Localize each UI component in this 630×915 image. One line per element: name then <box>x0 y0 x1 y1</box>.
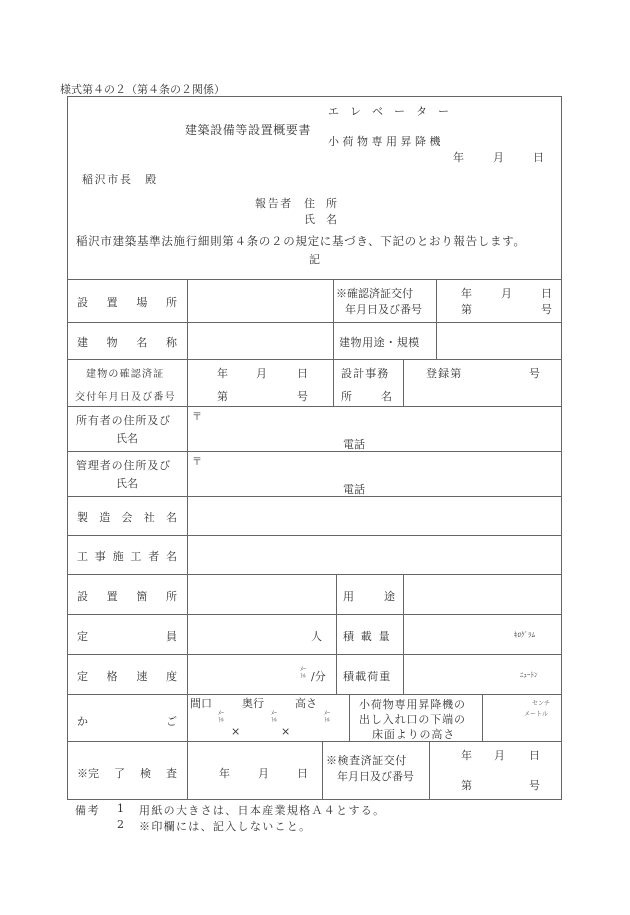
type-option-dumbwaiter[interactable]: 小 荷 物 専 用 昇 降 機 <box>328 135 441 148</box>
note-1-text: 用紙の大きさは、日本産業規格Ａ４とする。 <box>139 804 386 817</box>
cage-height-unit: ﾒｰ ﾄﾙ <box>324 710 331 724</box>
label-inspection-cert-1: ※検査済証交付 <box>326 754 407 767</box>
note-2-text: ※印欄には、記入しないこと。 <box>139 820 312 833</box>
load-weight-unit: ﾆｭｰﾄﾝ <box>520 671 538 679</box>
label-install-location: 設 置 場 所 <box>77 296 177 309</box>
label-owner-2: 氏名 <box>116 432 138 445</box>
field-building-name[interactable] <box>188 323 333 359</box>
form-title: 建築設備等設置概要書 <box>185 123 312 137</box>
inspection-cert-month: 月 <box>494 749 505 762</box>
opening-label-1: 小荷物専用昇降機の <box>359 698 466 711</box>
field-load-weight[interactable] <box>404 655 562 694</box>
cm-unit-1: センチ <box>532 700 551 707</box>
field-opening-height[interactable] <box>483 695 562 741</box>
label-inspection-cert-2: 年月日及び番号 <box>337 770 414 783</box>
label-speed: 定 格 速 度 <box>77 670 177 683</box>
building-cert-year: 年 <box>217 367 228 380</box>
inspection-cert-go: 号 <box>529 779 540 792</box>
building-cert-month: 月 <box>256 367 267 380</box>
field-contractor[interactable] <box>188 536 562 574</box>
report-date-month: 月 <box>493 151 504 164</box>
field-install-location[interactable] <box>188 280 333 322</box>
label-design-office-2a: 所 <box>341 390 352 403</box>
label-manager-1: 管理者の住所及び <box>76 459 172 472</box>
label-building-cert-2: 交付年月日及び番号 <box>75 392 176 403</box>
field-manager[interactable] <box>202 453 557 493</box>
field-building-use[interactable] <box>437 323 562 359</box>
design-office-reg: 登録第 <box>426 367 463 380</box>
label-usage: 用 途 <box>343 590 395 603</box>
label-owner-1: 所有者の住所及び <box>76 414 172 427</box>
confirm-cert-dai: 第 <box>461 303 472 316</box>
label-load: 積 載 量 <box>343 630 392 643</box>
speed-unit-per-min: /分 <box>311 670 326 683</box>
postal-mark-icon: 〒 <box>192 457 202 468</box>
label-design-office-1: 設計事務 <box>341 367 390 380</box>
field-install-place[interactable] <box>188 575 336 614</box>
building-cert-day: 日 <box>297 367 308 380</box>
field-manufacturer[interactable] <box>188 497 562 535</box>
speed-unit-meter: ﾒｰ ﾄﾙ <box>300 666 307 680</box>
label-manufacturer: 製 造 会 社 名 <box>77 511 177 524</box>
inspection-cert-dai: 第 <box>461 779 472 792</box>
capacity-unit: 人 <box>311 630 322 643</box>
postal-mark-icon: 〒 <box>192 412 202 423</box>
completion-day: 日 <box>297 767 308 780</box>
note-2-num: 2 <box>117 818 124 831</box>
times-sign: × <box>281 725 291 738</box>
inspection-cert-year: 年 <box>461 749 472 762</box>
field-usage[interactable] <box>404 575 562 614</box>
reporter-address-label: 住 所 <box>304 197 337 210</box>
cm-unit-2: メートル <box>524 711 549 718</box>
addressee: 稲沢市長 殿 <box>82 173 158 186</box>
notes-label: 備考 <box>75 804 101 817</box>
report-date-day: 日 <box>533 151 544 164</box>
confirm-cert-year: 年 <box>461 287 472 300</box>
note-1-num: 1 <box>117 802 124 815</box>
label-design-office-2b: 名 <box>381 390 392 403</box>
label-completion: ※完 了 検 査 <box>77 767 177 780</box>
ki-label: 記 <box>309 253 320 266</box>
label-cage: か ご <box>77 715 177 728</box>
label-load-weight: 積載荷重 <box>343 670 392 683</box>
report-date-year: 年 <box>453 151 464 164</box>
reporter-name-label: 氏 名 <box>304 213 337 226</box>
label-confirm-cert-1: ※確認済証交付 <box>336 287 413 300</box>
inspection-cert-day: 日 <box>529 749 540 762</box>
confirm-cert-go: 号 <box>541 303 552 316</box>
cage-depth-unit: ﾒｰ ﾄﾙ <box>271 710 278 724</box>
cage-height-label: 高さ <box>295 697 317 710</box>
label-manager-2: 氏名 <box>116 477 138 490</box>
design-office-go: 号 <box>529 367 540 380</box>
manager-phone-label: 電話 <box>343 483 365 496</box>
label-install-place: 設 置 箇 所 <box>77 590 177 603</box>
label-building-name: 建 物 名 称 <box>77 336 177 349</box>
completion-month: 月 <box>258 767 269 780</box>
cage-depth-label: 奥行 <box>242 697 264 710</box>
load-unit: ｷﾛｸﾞﾗﾑ <box>514 631 535 639</box>
label-building-cert-1: 建物の確認済証 <box>86 369 165 380</box>
statement: 稲沢市建築基準法施行細則第４条の２の規定に基づき、下記のとおり報告します。 <box>76 234 526 248</box>
form-number: 様式第４の２（第４条の２関係） <box>60 83 225 96</box>
label-building-use: 建物用途・規模 <box>339 336 420 349</box>
label-contractor: 工 事 施 工 者 名 <box>77 550 177 563</box>
times-sign: × <box>231 725 241 738</box>
confirm-cert-month: 月 <box>501 287 512 300</box>
label-capacity: 定 員 <box>77 630 177 643</box>
opening-label-2: 出し入れ口の下端の <box>359 713 466 726</box>
building-cert-dai: 第 <box>217 390 228 403</box>
cage-width-label: 間口 <box>190 697 212 710</box>
type-option-elevator[interactable]: エ レ ベ ー タ ー <box>328 105 449 118</box>
label-confirm-cert-2: 年月日及び番号 <box>345 303 422 316</box>
completion-year: 年 <box>219 767 230 780</box>
cage-width-unit: ﾒｰ ﾄﾙ <box>218 710 225 724</box>
confirm-cert-day: 日 <box>541 287 552 300</box>
building-cert-go: 号 <box>297 390 308 403</box>
reporter-label: 報告者 <box>255 197 293 210</box>
opening-label-3: 床面よりの高さ <box>372 728 456 741</box>
field-load[interactable] <box>404 615 562 654</box>
field-owner[interactable] <box>202 408 557 448</box>
owner-phone-label: 電話 <box>343 438 365 451</box>
